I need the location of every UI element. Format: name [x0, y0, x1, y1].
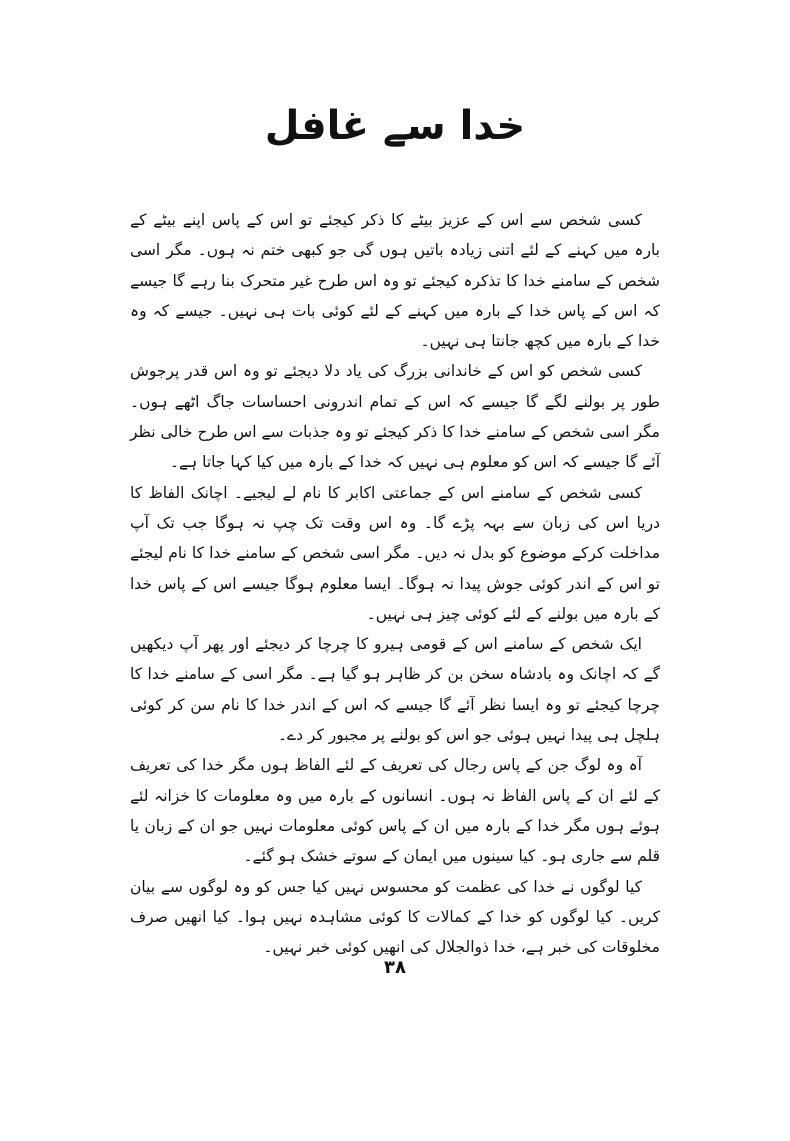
page-number: ۳۸	[384, 957, 406, 978]
page-title: خدا سے غافل	[264, 103, 526, 149]
paragraph: کسی شخص سے اس کے عزیز بیٹے کا ذکر کیجئے تو اس کے پاس اپنے بیٹے کے بارہ میں کہنے کے لئے اتنی زیادہ باتیں ہوں گی جو کبھی ختم نہ ہوں۔ مگر اسی شخص کے سامنے خدا کا تذکرہ کیجئے تو وہ اس طرح غیر متحرک بنا رہے گا جیسے کہ اس کے پاس خدا کے بارہ میں کہنے کے لئے کوئی بات ہی نہیں۔ جیسے کہ وہ خدا کے بارہ میں کچھ جانتا ہی نہیں۔	[130, 211, 660, 351]
paragraph: ایک شخص کے سامنے اس کے قومی ہیرو کا چرچا کر دیجئے اور پھر آپ دیکھیں گے کہ اچانک وہ بادشاہ سخن بن کر ظاہر ہو گیا ہے۔ مگر اسی کے سامنے خدا کا چرچا کیجئے تو وہ ایسا نظر آئے گا جیسے کہ اس کے اندر خدا کا نام سن کر کوئی ہلچل ہی پیدا نہیں ہوئی جو اس کو بولنے پر مجبور کر دے۔	[130, 635, 660, 745]
paragraph: کسی شخص کے سامنے اس کے جماعتی اکابر کا نام لے لیجیے۔ اچانک الفاظ کا دریا اس کی زبان سے بہہ پڑے گا۔ وہ اس وقت تک چپ نہ ہوگا جب تک آپ مداخلت کرکے موضوع کو بدل نہ دیں۔ مگر اسی شخص کے سامنے خدا کا نام لیجئے تو اس کے اندر کوئی جوش پیدا نہ ہوگا۔ ایسا معلوم ہوگا جیسے اس کے پاس خدا کے بارہ میں بولنے کے لئے کوئی چیز ہی نہیں۔	[130, 483, 660, 623]
body-text	[130, 205, 660, 962]
paragraph: کیا لوگوں نے خدا کی عظمت کو محسوس نہیں کیا جس کو وہ لوگوں سے بیان کریں۔ کیا لوگوں کو خدا کے کمالات کا کوئی مشاہدہ نہیں ہوا۔ کیا انھیں صرف مخلوقات کی خبر ہے، خدا ذوالجلال کی انھیں کوئی خبر نہیں۔	[130, 877, 660, 957]
paragraph: آہ وہ لوگ جن کے پاس رجال کی تعریف کے لئے الفاظ ہوں مگر خدا کی تعریف کے لئے ان کے پاس الفاظ نہ ہوں۔ انسانوں کے بارہ میں وہ معلومات کا خزانہ لئے ہوئے ہوں مگر خدا کے بارہ میں ان کے پاس کوئی معلومات نہیں جو ان کے زبان یا قلم سے جاری ہو۔ کیا سینوں میں ایمان کے سوتے خشک ہو گئے۔	[130, 756, 660, 866]
paragraph: کسی شخص کو اس کے خاندانی بزرگ کی یاد دلا دیجئے تو وہ اس قدر پرجوش طور پر بولنے لگے گا جیسے کہ اس کے تمام اندرونی احساسات جاگ اٹھے ہوں۔ مگر اسی شخص کے سامنے خدا کا ذکر کیجئے تو وہ جذبات سے اس طرح خالی نظر آئے گا جیسے کہ اس کو معلوم ہی نہیں کہ خدا کے بارہ میں کیا کہا جاتا ہے۔	[130, 362, 660, 472]
